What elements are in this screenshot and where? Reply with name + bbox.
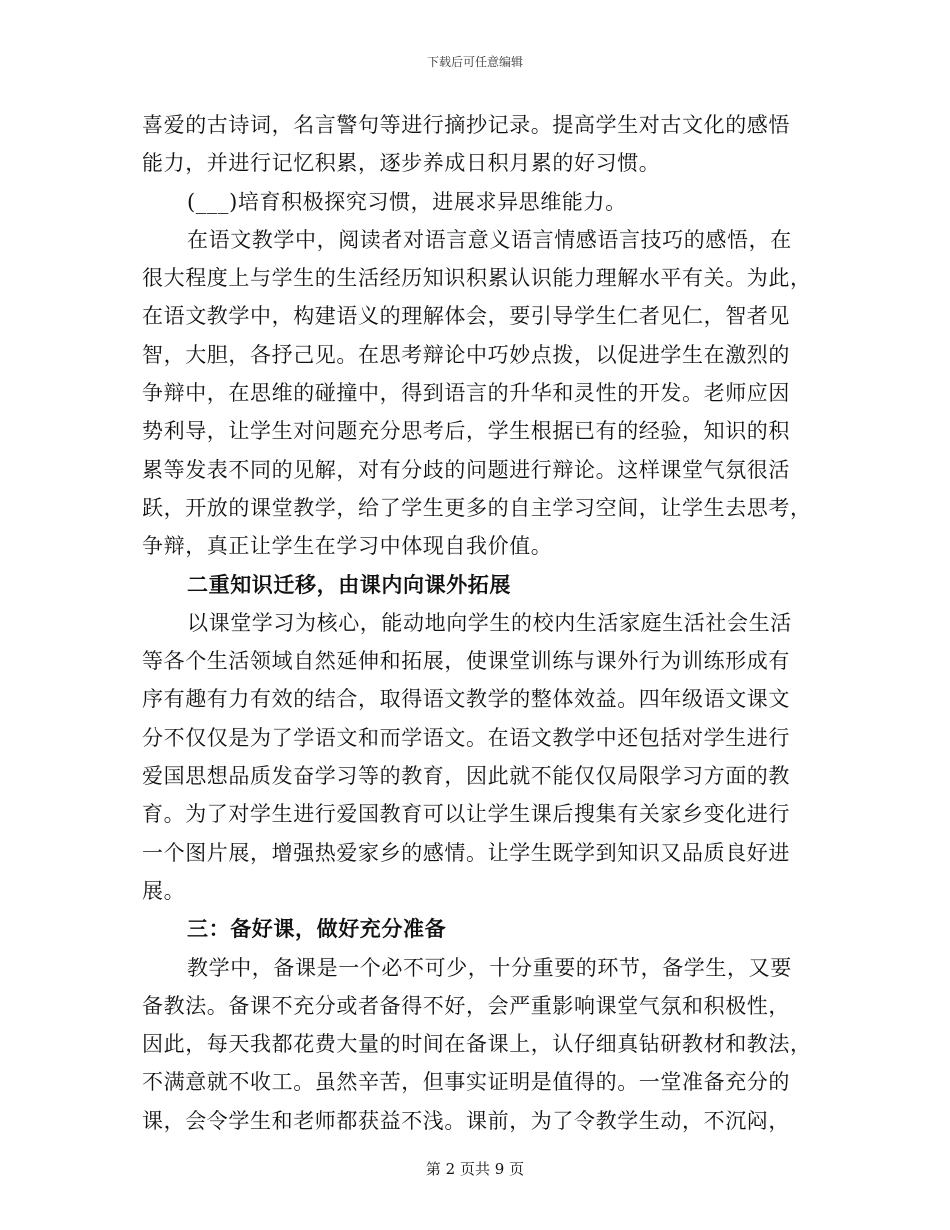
text-line: 在语文教学中，构建语义的理解体会，要引导学生仁者见仁，智者见 bbox=[142, 304, 790, 329]
paragraph-start-line: 在语文教学中，阅读者对语言意义语言情感语言技巧的感悟，在 bbox=[187, 227, 792, 252]
text-line: 智，大胆，各抒己见。在思考辩论中巧妙点拨，以促进学生在激烈的 bbox=[142, 342, 790, 367]
subheading-line: (___)培育积极探究习惯，进展求异思维能力。 bbox=[187, 189, 627, 214]
text-line: 势利导，让学生对问题充分思考后，学生根据已有的经验，知识的积 bbox=[142, 419, 790, 444]
document-body bbox=[142, 106, 812, 1140]
text-line: 分不仅仅是为了学语文和而学语文。在语文教学中还包括对学生进行 bbox=[142, 725, 790, 750]
text-line: 争辩中，在思维的碰撞中，得到语言的升华和灵性的开发。老师应因 bbox=[142, 381, 790, 406]
text-line: 累等发表不同的见解，对有分歧的问题进行辩论。这样课堂气氛很活 bbox=[142, 457, 790, 482]
paragraph-start-line: 以课堂学习为核心，能动地向学生的校内生活家庭生活社会生活 bbox=[187, 610, 792, 635]
text-line: 很大程度上与学生的生活经历知识积累认识能力理解水平有关。为此， bbox=[142, 266, 812, 291]
text-line: 展。 bbox=[142, 878, 186, 903]
text-line: 等各个生活领域自然延伸和拓展，使课堂训练与课外行为训练形成有 bbox=[142, 649, 790, 674]
text-line: 不满意就不收工。虽然辛苦，但事实证明是值得的。一堂准备充分的 bbox=[142, 1070, 790, 1095]
text-line: 爱国思想品质发奋学习等的教育，因此就不能仅仅局限学习方面的教 bbox=[142, 764, 790, 789]
text-line: 育。为了对学生进行爱国教育可以让学生课后搜集有关家乡变化进行 bbox=[142, 802, 790, 827]
text-line: 争辩，真正让学生在学习中体现自我价值。 bbox=[142, 534, 553, 559]
text-line: 一个图片展，增强热爱家乡的感情。让学生既学到知识又品质良好进 bbox=[142, 840, 790, 865]
section-heading: 三：备好课，做好充分准备 bbox=[187, 916, 447, 942]
text-line: 能力，并进行记忆积累，逐步养成日积月累的好习惯。 bbox=[142, 151, 661, 176]
paragraph-start-line: 教学中，备课是一个必不可少，十分重要的环节，备学生，又要 bbox=[187, 955, 792, 980]
text-line: 喜爱的古诗词，名言警句等进行摘抄记录。提高学生对古文化的感悟 bbox=[142, 113, 790, 137]
page-header: 下载后可任意编辑 bbox=[426, 55, 523, 69]
text-line: 跃，开放的课堂教学，给了学生更多的自主学习空间，让学生去思考， bbox=[142, 495, 812, 520]
text-line: 序有趣有力有效的结合，取得语文教学的整体效益。四年级语文课文 bbox=[142, 687, 790, 712]
text-line: 备教法。备课不充分或者备得不好，会严重影响课堂气氛和积极性， bbox=[142, 993, 790, 1018]
text-line: 因此，每天我都花费大量的时间在备课上，认仔细真钻研教材和教法， bbox=[142, 1032, 812, 1057]
text-line: 课，会令学生和老师都获益不浅。课前，为了令教学生动，不沉闷， bbox=[142, 1108, 790, 1133]
section-heading: 二重知识迁移，由课内向课外拓展 bbox=[187, 571, 511, 597]
page-footer: 第 2 页共 9 页 bbox=[425, 1160, 525, 1178]
